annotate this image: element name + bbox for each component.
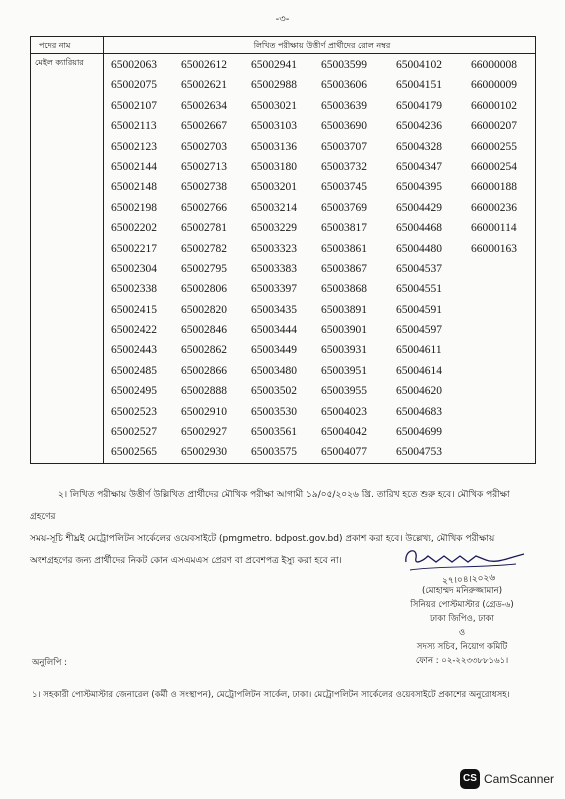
roll-number: 66000207 [471, 120, 517, 133]
roll-number: 65004102 [396, 59, 442, 71]
roll-number: 66000114 [471, 222, 517, 235]
roll-number: 65003435 [251, 303, 297, 316]
roll-number: 65003745 [321, 181, 367, 194]
roll-number: 65003530 [251, 405, 297, 418]
roll-number: 65004077 [321, 446, 367, 459]
notice-line: সময়-সূচি শীঘ্রই মেট্রোপলিটন সার্কেলের ওয়েবসাইটে (pmgmetro. bdpost.gov.bd) প্রকাশ করা হবে। উল্লেখ্য, মৌখিক পরীক্ষায় [30, 534, 495, 544]
roll-number: 65002713 [181, 160, 227, 173]
signer-conjunction: ও [458, 628, 466, 638]
roll-number: 65002820 [181, 303, 227, 316]
roll-number: 65003867 [321, 262, 367, 275]
table-header-row [31, 37, 535, 54]
header-post-name: পদের নাম [39, 41, 71, 50]
roll-number: 65002667 [181, 120, 227, 133]
roll-number: 65004480 [396, 242, 442, 255]
roll-column [321, 55, 367, 463]
roll-number: 65002621 [181, 79, 227, 92]
roll-number: 65003397 [251, 283, 297, 296]
roll-number: 65003817 [321, 222, 367, 235]
roll-number: 65004597 [396, 324, 442, 337]
roll-number: 65003180 [251, 160, 297, 173]
roll-number: 65002523 [111, 405, 157, 418]
roll-number: 65003861 [321, 242, 367, 255]
camscanner-watermark [460, 768, 554, 790]
roll-column [251, 55, 297, 463]
roll-number: 65003955 [321, 385, 367, 398]
roll-number: 65004551 [396, 283, 442, 296]
roll-number: 65003599 [321, 59, 367, 71]
roll-number: 65002123 [111, 140, 157, 153]
roll-number: 65002634 [181, 99, 227, 112]
roll-number: 65002485 [111, 364, 157, 377]
roll-number: 65002795 [181, 262, 227, 275]
roll-number: 65003561 [251, 426, 297, 439]
roll-number: 65003606 [321, 79, 367, 92]
roll-number: 65004591 [396, 303, 442, 316]
roll-number: 66000188 [471, 181, 517, 194]
roll-number: 65003229 [251, 222, 297, 235]
roll-number: 65002846 [181, 324, 227, 337]
roll-number: 66000008 [471, 59, 517, 71]
roll-number: 65002415 [111, 303, 157, 316]
roll-number: 65002988 [251, 79, 297, 92]
signer-phone: ফোন : ০২-২২৩৩৮৮১৬১। [415, 656, 509, 666]
signer-designation: সিনিয়র পোস্টমাস্টার (গ্রেড-৬) [410, 600, 514, 610]
roll-number: 65002217 [111, 242, 157, 255]
roll-number: 65002422 [111, 324, 157, 337]
roll-number: 65003449 [251, 344, 297, 357]
roll-number: 65002063 [111, 59, 157, 71]
roll-number: 65002930 [181, 446, 227, 459]
roll-number: 65003502 [251, 385, 297, 398]
roll-number: 65004395 [396, 181, 442, 194]
roll-number: 65004328 [396, 140, 442, 153]
roll-number: 65003769 [321, 201, 367, 214]
roll-number: 65003690 [321, 120, 367, 133]
roll-number: 65003732 [321, 160, 367, 173]
roll-number: 65002738 [181, 181, 227, 194]
roll-number: 65002075 [111, 79, 157, 92]
roll-number: 65002866 [181, 364, 227, 377]
roll-number: 65004042 [321, 426, 367, 439]
roll-column [471, 55, 517, 259]
roll-column [111, 55, 157, 463]
roll-number: 65002338 [111, 283, 157, 296]
page-number: -৩- [275, 14, 290, 25]
roll-number: 65003201 [251, 181, 297, 194]
roll-number: 65002910 [181, 405, 227, 418]
roll-number: 65003021 [251, 99, 297, 112]
roll-number: 66000102 [471, 99, 517, 112]
copy-recipient: ১। সহকারী পোস্টমাস্টার জেনারেল (কর্মী ও সংস্থাপন), মেট্রোপলিটন সার্কেল, ঢাকা। মেট্রোপলিটন সার্কেলের ওয়েবসাইটে প্রকাশের অনুরোধসহ। [32, 690, 510, 700]
camscanner-label: CamScanner [484, 772, 555, 786]
signer-details [392, 584, 532, 668]
roll-number: 65002148 [111, 181, 157, 194]
roll-number: 65003868 [321, 283, 367, 296]
roll-number: 66000163 [471, 242, 517, 255]
roll-number: 66000236 [471, 201, 517, 214]
roll-number: 65002941 [251, 59, 297, 71]
signer-name: (মোহাম্মদ মনিরুজ্জামান) [421, 586, 503, 596]
roll-number: 65003639 [321, 99, 367, 112]
signer-committee: সদস্য সচিব, নিয়োগ কমিটি [416, 642, 508, 652]
roll-number: 65002927 [181, 426, 227, 439]
roll-number: 65004347 [396, 160, 442, 173]
roll-number: 65002781 [181, 222, 227, 235]
roll-number: 65004614 [396, 364, 442, 377]
header-roll-numbers: লিখিত পরীক্ষায় উত্তীর্ণ প্রার্থীদের রোল নম্বর [253, 41, 391, 50]
camscanner-logo-icon: CS [460, 769, 480, 789]
roll-column [181, 55, 227, 463]
roll-number: 66000255 [471, 140, 517, 153]
roll-number: 66000254 [471, 160, 517, 173]
roll-number: 65004620 [396, 385, 442, 398]
roll-number: 65002443 [111, 344, 157, 357]
roll-number: 65002565 [111, 446, 157, 459]
roll-number: 65004611 [396, 344, 442, 357]
roll-number: 65002495 [111, 385, 157, 398]
roll-number: 65002144 [111, 160, 157, 173]
roll-number: 65003480 [251, 364, 297, 377]
roll-number: 65003575 [251, 446, 297, 459]
roll-number: 65003901 [321, 324, 367, 337]
roll-number: 65002782 [181, 242, 227, 255]
roll-number: 65002107 [111, 99, 157, 112]
roll-number: 65002202 [111, 222, 157, 235]
roll-number: 65002862 [181, 344, 227, 357]
roll-number: 65004179 [396, 99, 442, 112]
roll-number: 65003707 [321, 140, 367, 153]
roll-number: 65004753 [396, 446, 442, 459]
roll-number: 65002612 [181, 59, 227, 71]
roll-number: 66000009 [471, 79, 517, 92]
roll-number: 65003444 [251, 324, 297, 337]
roll-number: 65002304 [111, 262, 157, 275]
column-divider [103, 37, 104, 463]
copy-label: অনুলিপি : [32, 658, 67, 668]
roll-number: 65003931 [321, 344, 367, 357]
roll-number: 65003383 [251, 262, 297, 275]
post-name: মেইল ক্যারিয়ার [35, 58, 84, 67]
roll-number: 65002703 [181, 140, 227, 153]
roll-number: 65004683 [396, 405, 442, 418]
notice-line: ২। লিখিত পরীক্ষায় উত্তীর্ণ উল্লিখিত প্রার্থীদের মৌখিক পরীক্ষা আগামী ১৯/০৫/২০২৬ খ্রি. তারিখ হতে শুরু হবে। মৌখিক পরীক্ষা গ্রহণের [30, 490, 510, 522]
notice-line: অংশগ্রহণের জন্য প্রার্থীদের নিকট কোন এসএমএস প্রেরণ বা প্রবেশপত্র ইস্যু করা হবে না। [30, 556, 342, 566]
roll-number: 65003103 [251, 120, 297, 133]
roll-number: 65003323 [251, 242, 297, 255]
roll-number: 65004151 [396, 79, 442, 92]
roll-number: 65004023 [321, 405, 367, 418]
roll-number: 65004699 [396, 426, 442, 439]
roll-number: 65002806 [181, 283, 227, 296]
signer-office: ঢাকা জিপিও, ঢাকা [430, 614, 494, 624]
roll-number: 65002766 [181, 201, 227, 214]
roll-number: 65004468 [396, 222, 442, 235]
roll-number: 65004429 [396, 201, 442, 214]
roll-number: 65002527 [111, 426, 157, 439]
roll-number: 65003214 [251, 201, 297, 214]
signature-date: ২৭।০৪।২০২৬ [441, 573, 496, 587]
roll-number-table [30, 36, 536, 464]
roll-number: 65003136 [251, 140, 297, 153]
roll-column [396, 55, 442, 463]
roll-number: 65004236 [396, 120, 442, 133]
roll-number: 65002198 [111, 201, 157, 214]
roll-number: 65004537 [396, 262, 442, 275]
roll-number: 65002888 [181, 385, 227, 398]
roll-number: 65002113 [111, 120, 157, 133]
roll-number: 65003891 [321, 303, 367, 316]
roll-number: 65003951 [321, 364, 367, 377]
